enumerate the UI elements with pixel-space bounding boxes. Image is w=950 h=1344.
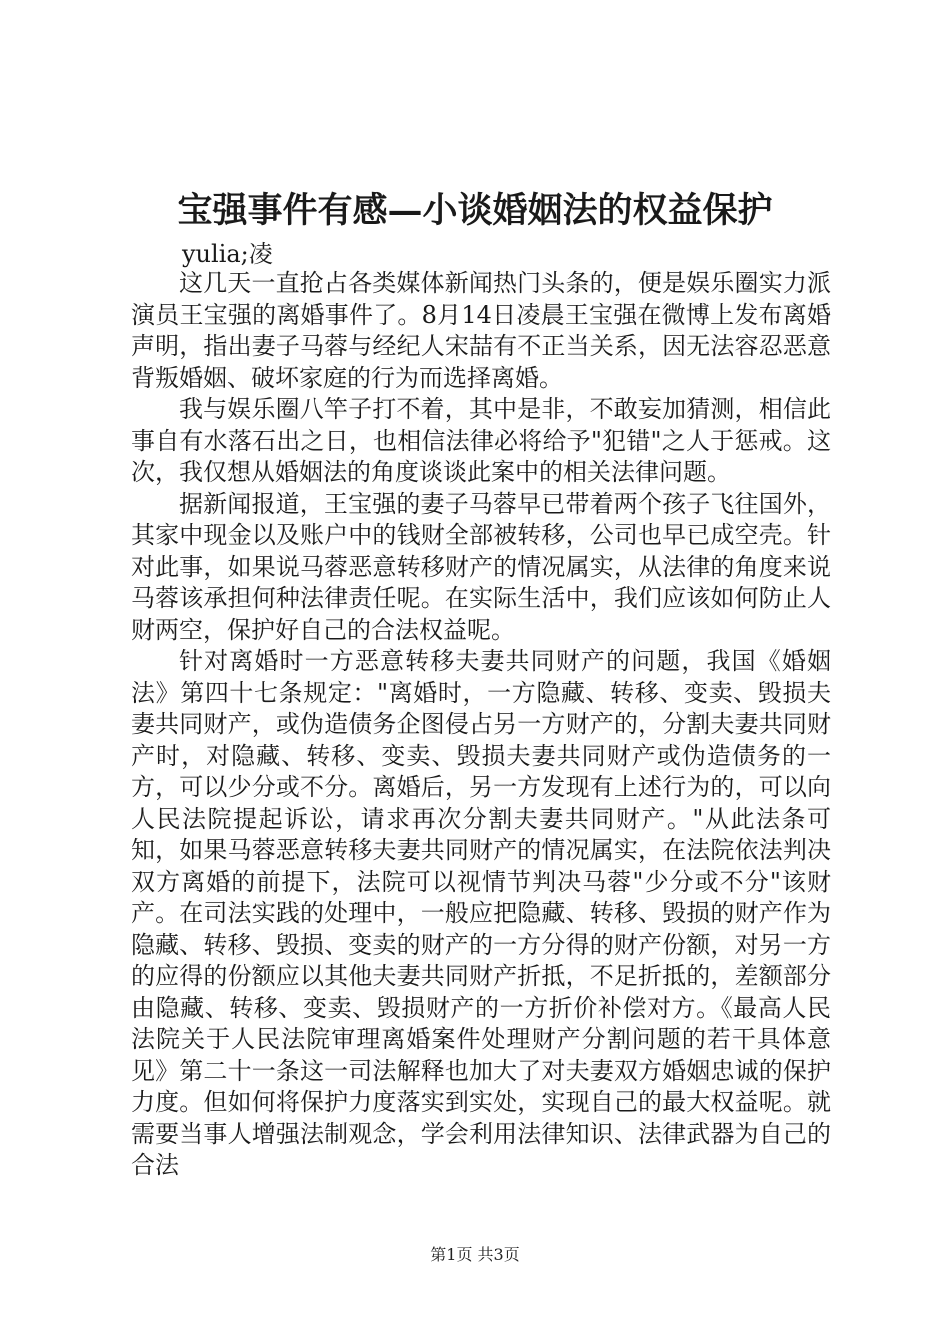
paragraph: 我与娱乐圈八竿子打不着，其中是非，不敢妄加猜测，相信此事自有水落石出之日，也相信法律必将给予"犯错"之人于惩戒。这次，我仅想从婚姻法的角度谈谈此案中的相关法律问题。: [131, 395, 831, 486]
document-body: [131, 268, 831, 1182]
author-line: yulia;凌: [182, 240, 273, 268]
paragraph: 据新闻报道，王宝强的妻子马蓉早已带着两个孩子飞往国外，其家中现金以及账户中的钱财全部被转移，公司也早已成空壳。针对此事，如果说马蓉恶意转移财产的情况属实，从法律的角度来说马蓉该承担何种法律责任呢。在实际生活中，我们应该如何防止人财两空，保护好自己的合法权益呢。: [131, 489, 831, 644]
page-footer: 第1页 共3页: [430, 1245, 520, 1264]
paragraph: 针对离婚时一方恶意转移夫妻共同财产的问题，我国《婚姻法》第四十七条规定："离婚时，一方隐藏、转移、变卖、毁损夫妻共同财产，或伪造债务企图侵占另一方财产的，分割夫妻共同财产时，对隐藏、转移、变卖、毁损夫妻共同财产或伪造债务的一方，可以少分或不分。离婚后，另一方发现有上述行为的，可以向人民法院提起诉讼，请求再次分割夫妻共同财产。"从此法条可知，如果马蓉恶意转移夫妻共同财产的情况属实，在法院依法判决双方离婚的前提下，法院可以视情节判决马蓉"少分或不分"该财产。在司法实践的处理中，一般应把隐藏、转移、毁损的财产作为隐藏、转移、毁损、变卖的财产的一方分得的财产份额，对另一方的应得的份额应以其他夫妻共同财产折抵，不足折抵的，差额部分由隐藏、转移、变卖、毁损财产的一方折价补偿对方。《最高人民法院关于人民法院审理离婚案件处理财产分割问题的若干具体意见》第二十一条这一司法解释也加大了对夫妻双方婚姻忠诚的保护力度。但如何将保护力度落实到实处，实现自己的最大权益呢。就需要当事人增强法制观念，学会利用法律知识、法律武器为自己的合法: [131, 647, 831, 1179]
document-title: 宝强事件有感—小谈婚姻法的权益保护: [177, 190, 773, 231]
paragraph: 这几天一直抢占各类媒体新闻热门头条的，便是娱乐圈实力派演员王宝强的离婚事件了。8月14日凌晨王宝强在微博上发布离婚声明，指出妻子马蓉与经纪人宋喆有不正当关系，因无法容忍恶意背叛婚姻、破坏家庭的行为而选择离婚。: [131, 269, 831, 392]
